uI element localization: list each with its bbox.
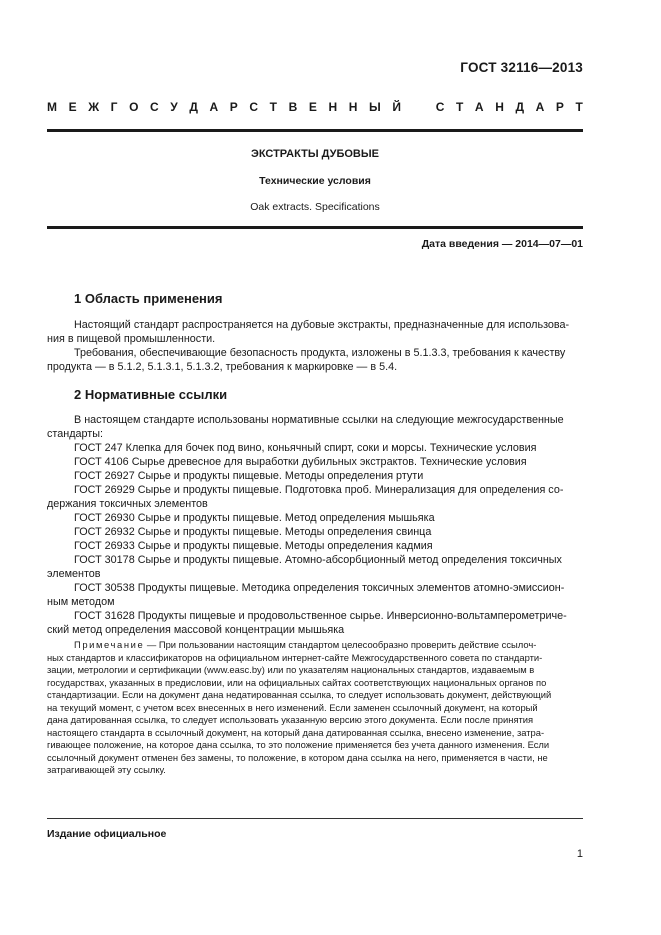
reference-line: ГОСТ 26927 Сырье и продукты пищевые. Методы определения ртути bbox=[74, 470, 424, 482]
banner-letter: У bbox=[170, 100, 178, 114]
reference-line: держания токсичных элементов bbox=[47, 498, 208, 510]
document-title: ЭКСТРАКТЫ ДУБОВЫЕ bbox=[251, 148, 379, 160]
reference-line: ГОСТ 4106 Сырье древесное для выработки дубильных экстрактов. Технические условия bbox=[74, 456, 527, 468]
banner-letter: Н bbox=[495, 100, 504, 114]
banner-letter: М bbox=[47, 100, 57, 114]
section-1-heading: 1 Область применения bbox=[74, 291, 223, 306]
note-line: Примечание — При пользовании настоящим стандартом целесообразно проверить действие ссылоч- bbox=[74, 639, 537, 650]
footer-rule bbox=[47, 818, 583, 819]
header-rule bbox=[47, 129, 583, 132]
banner-letter: Р bbox=[229, 100, 238, 114]
banner-letter: Д bbox=[515, 100, 525, 114]
banner-letter: Т bbox=[269, 100, 277, 114]
note-line: государствах, указанных в предисловии, или на официальных сайтах соответствующих национальных органов по bbox=[47, 676, 547, 688]
english-title: Oak extracts. Specifications bbox=[250, 201, 380, 213]
title-rule bbox=[47, 226, 583, 229]
note-line: гивающее положение, на которое дана ссылка, то это положение применяется без учета данного изменения. Если bbox=[47, 739, 550, 750]
banner-letter: С bbox=[150, 100, 159, 114]
document-number: ГОСТ 32116—2013 bbox=[460, 60, 583, 75]
banner-letter: С bbox=[249, 100, 259, 114]
banner-letter: Ы bbox=[368, 100, 381, 114]
banner-letter: А bbox=[474, 100, 484, 114]
banner-letter: Е bbox=[68, 100, 77, 114]
introduction-date: Дата введения — 2014—07—01 bbox=[421, 238, 583, 250]
note-line: ссылочный документ отменен без замены, то положение, в котором дана ссылка на него, применяется в части, не bbox=[47, 751, 548, 763]
banner-letter: Г bbox=[110, 100, 118, 114]
reference-line: элементов bbox=[47, 568, 101, 580]
interstate-standard-banner bbox=[47, 100, 583, 118]
banner-letter: Д bbox=[189, 100, 198, 114]
reference-line: ным методом bbox=[47, 596, 115, 608]
reference-line: ГОСТ 247 Клепка для бочек под вино, коньячный спирт, соки и морсы. Технические условия bbox=[74, 442, 537, 454]
banner-letter: В bbox=[288, 100, 298, 114]
banner-letter: Т bbox=[455, 100, 464, 114]
section-2-intro-line-2: стандарты: bbox=[47, 428, 103, 440]
banner-letter: Р bbox=[555, 100, 564, 114]
document-subtitle: Технические условия bbox=[259, 175, 371, 187]
note-line: на текущий момент, с учетом всех внесенных в него изменений. Если заменен ссылочный документ, на который bbox=[47, 701, 538, 713]
reference-line: ГОСТ 26933 Сырье и продукты пищевые. Методы определения кадмия bbox=[74, 540, 433, 552]
section-1-paragraph-2-line-1: Требования, обеспечивающие безопасность продукта, изложены в 5.1.3.3, требования к качеству bbox=[74, 347, 566, 359]
banner-letter: А bbox=[535, 100, 545, 114]
official-edition-label: Издание официальное bbox=[47, 828, 167, 840]
note-line: зации, метрологии и сертификации (www.easc.by) или по указателям национальных стандартов, издаваемым в bbox=[47, 664, 535, 675]
reference-line: ГОСТ 31628 Продукты пищевые и продовольственное сырье. Инверсионно-вольтамперометриче- bbox=[74, 610, 567, 622]
banner-letter: Ж bbox=[88, 100, 100, 114]
note-line: стандартизации. Если на документ дана недатированная ссылка, то следует использовать документ, действующий bbox=[47, 689, 552, 700]
note-line: дана датированная ссылка, то следует использовать указанную версию этого документа. Если после принятия bbox=[47, 714, 534, 725]
note-line: ных стандартов и классификаторов на официальном интернет-сайте Межгосударственного совета по стандарти- bbox=[47, 651, 543, 663]
reference-line: ГОСТ 30538 Продукты пищевые. Методика определения токсичных элементов атомно-эмиссион- bbox=[74, 582, 565, 594]
reference-line: ский метод определения массовой концентрации мышьяка bbox=[47, 624, 345, 636]
banner-letter: А bbox=[209, 100, 219, 114]
reference-line: ГОСТ 26932 Сырье и продукты пищевые. Методы определения свинца bbox=[74, 526, 432, 538]
banner-letter: Н bbox=[328, 100, 338, 114]
reference-line: ГОСТ 30178 Сырье и продукты пищевые. Атомно-абсорбционный метод определения токсичных bbox=[74, 554, 562, 566]
section-2-heading: 2 Нормативные ссылки bbox=[74, 387, 228, 402]
banner-letter: Т bbox=[575, 100, 583, 114]
banner-letter: Н bbox=[348, 100, 358, 114]
section-2-intro-line-1: В настоящем стандарте использованы нормативные ссылки на следующие межгосударственные bbox=[74, 414, 564, 426]
note-line: настоящего стандарта в ссылочный документ, на который дана датированная ссылка, внесено изменение, затра- bbox=[47, 726, 545, 738]
note-label: Примечание bbox=[74, 639, 145, 650]
banner-letter: Е bbox=[308, 100, 317, 114]
note-line: затрагивающей эту ссылку. bbox=[47, 764, 166, 775]
banner-letter: С bbox=[435, 100, 445, 114]
page-number: 1 bbox=[576, 848, 583, 860]
reference-line: ГОСТ 26930 Сырье и продукты пищевые. Метод определения мышьяка bbox=[74, 512, 435, 524]
section-1-paragraph-2-line-2: продукта — в 5.1.2, 5.1.3.1, 5.1.3.2, требования к маркировке — в 5.4. bbox=[47, 361, 398, 373]
banner-letter: Й bbox=[392, 100, 401, 114]
section-1-paragraph-1-line-2: ния в пищевой промышленности. bbox=[47, 333, 216, 345]
reference-line: ГОСТ 26929 Сырье и продукты пищевые. Подготовка проб. Минерализация для определения со- bbox=[74, 484, 564, 496]
section-1-paragraph-1-line-1: Настоящий стандарт распространяется на дубовые экстракты, предназначенные для использова- bbox=[74, 319, 570, 331]
banner-letter: О bbox=[129, 100, 139, 114]
